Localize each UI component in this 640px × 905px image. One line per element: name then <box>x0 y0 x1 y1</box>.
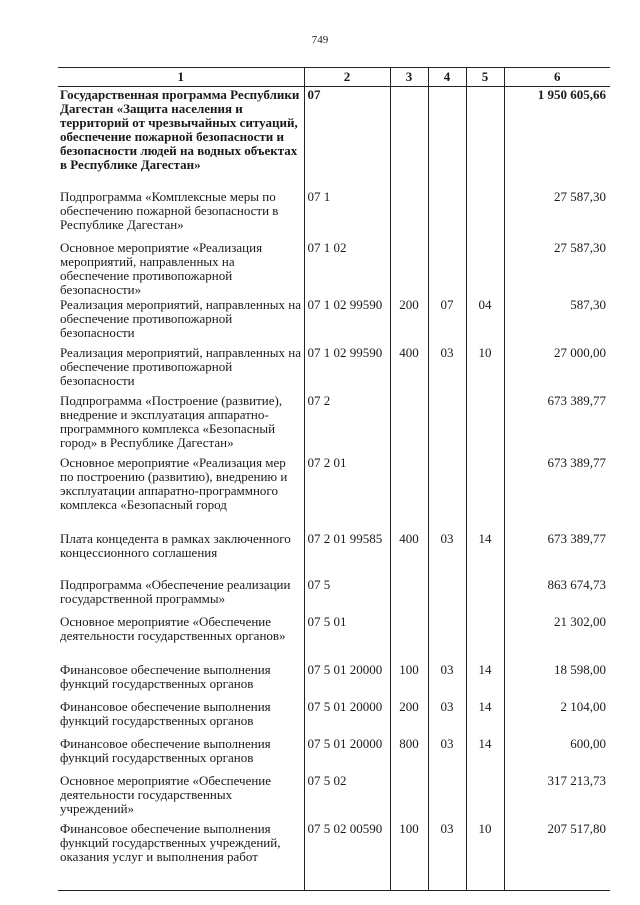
table-row <box>58 393 610 455</box>
row-section-cell: 03 <box>428 699 466 736</box>
row-subsection-cell <box>466 393 504 455</box>
row-name-cell: Плата концедента в рамках заключенного концессионного соглашения <box>60 530 291 560</box>
row-name-cell: Государственная программа Республики Дагестан «Защита населения и территорий от чрезвычайных ситуаций, обеспечение пожарной безопасности и безопасности людей на водных объектах в Республике Дагестан» <box>60 87 300 172</box>
row-subsection-cell: 14 <box>466 736 504 773</box>
row-name-cell: Основное мероприятие «Реализация мер по построению (развитию), внедрению и эксплуатации аппаратно-программного комплекса «Безопасный город <box>60 454 288 512</box>
row-name-cell: Основное мероприятие «Обеспечение деятельности государственных учреждений» <box>60 772 272 816</box>
row-subsection-cell: 10 <box>466 345 504 393</box>
row-subsection-cell: 14 <box>466 531 504 577</box>
column-header: 3 <box>390 68 428 87</box>
row-subsection-cell: 10 <box>466 821 504 891</box>
row-expense-type-cell: 200 <box>390 699 428 736</box>
column-header: 4 <box>428 68 466 87</box>
row-section-cell <box>428 577 466 614</box>
row-subsection-cell <box>466 773 504 821</box>
row-name-cell: Реализация мероприятий, направленных на обеспечение противопожарной безопасности <box>60 344 301 388</box>
row-amount-cell: 27 587,30 <box>504 240 610 297</box>
row-amount-cell: 673 389,77 <box>504 531 610 577</box>
row-subsection-cell: 04 <box>466 297 504 345</box>
row-name-cell: Основное мероприятие «Обеспечение деятельности государственных органов» <box>60 613 286 643</box>
row-name-cell: Финансовое обеспечение выполнения функций государственных органов <box>60 661 271 691</box>
table-row <box>58 699 610 736</box>
row-subsection-cell <box>466 240 504 297</box>
row-expense-type-cell: 400 <box>390 345 428 393</box>
table-row <box>58 189 610 240</box>
table-row <box>58 240 610 297</box>
table-row <box>58 87 610 189</box>
row-subsection-cell <box>466 189 504 240</box>
row-expense-type-cell <box>390 189 428 240</box>
row-amount-cell: 317 213,73 <box>504 773 610 821</box>
row-expense-type-cell <box>390 87 428 189</box>
table-row <box>58 455 610 531</box>
row-code-cell: 07 <box>304 87 390 189</box>
row-amount-cell: 27 587,30 <box>504 189 610 240</box>
row-section-cell <box>428 189 466 240</box>
column-header: 5 <box>466 68 504 87</box>
row-name-cell: Подпрограмма «Построение (развитие), внедрение и эксплуатация аппаратно-программного комплекса «Безопасный город» в Республике Дагестан» <box>60 392 283 450</box>
budget-table <box>58 67 610 891</box>
row-code-cell: 07 5 02 00590 <box>304 821 390 891</box>
row-section-cell <box>428 87 466 189</box>
row-name-cell: Реализация мероприятий, направленных на обеспечение противопожарной безопасности <box>60 296 301 340</box>
row-expense-type-cell <box>390 455 428 531</box>
table-row <box>58 736 610 773</box>
row-amount-cell: 863 674,73 <box>504 577 610 614</box>
row-name-cell: Финансовое обеспечение выполнения функций государственных органов <box>60 735 271 765</box>
row-section-cell <box>428 455 466 531</box>
row-code-cell: 07 1 02 99590 <box>304 345 390 393</box>
row-amount-cell: 673 389,77 <box>504 455 610 531</box>
page-number: 749 <box>311 34 329 46</box>
table-row <box>58 531 610 577</box>
row-section-cell <box>428 240 466 297</box>
row-code-cell: 07 5 <box>304 577 390 614</box>
row-subsection-cell: 14 <box>466 662 504 699</box>
row-code-cell: 07 2 01 99585 <box>304 531 390 577</box>
row-code-cell: 07 5 01 <box>304 614 390 662</box>
row-section-cell: 03 <box>428 345 466 393</box>
column-header: 2 <box>304 68 390 87</box>
row-code-cell: 07 5 02 <box>304 773 390 821</box>
row-code-cell: 07 1 <box>304 189 390 240</box>
table-header-row <box>58 68 610 87</box>
row-section-cell <box>428 614 466 662</box>
table-row <box>58 662 610 699</box>
row-code-cell: 07 1 02 99590 <box>304 297 390 345</box>
row-amount-cell: 27 000,00 <box>504 345 610 393</box>
row-section-cell: 03 <box>428 821 466 891</box>
row-code-cell: 07 2 <box>304 393 390 455</box>
row-subsection-cell <box>466 577 504 614</box>
row-amount-cell: 207 517,80 <box>504 821 610 891</box>
table-row <box>58 773 610 821</box>
row-expense-type-cell: 400 <box>390 531 428 577</box>
column-header: 6 <box>504 68 610 87</box>
row-amount-cell: 21 302,00 <box>504 614 610 662</box>
row-subsection-cell <box>466 455 504 531</box>
row-name-cell: Подпрограмма «Обеспечение реализации государственной программы» <box>60 576 291 606</box>
row-amount-cell: 1 950 605,66 <box>504 87 610 189</box>
row-subsection-cell <box>466 614 504 662</box>
row-code-cell: 07 5 01 20000 <box>304 736 390 773</box>
row-expense-type-cell: 100 <box>390 821 428 891</box>
row-section-cell: 03 <box>428 531 466 577</box>
row-expense-type-cell <box>390 240 428 297</box>
row-subsection-cell <box>466 87 504 189</box>
table-row <box>58 345 610 393</box>
row-code-cell: 07 1 02 <box>304 240 390 297</box>
row-name-cell: Подпрограмма «Комплексные меры по обеспечению пожарной безопасности в Республике Дагестан» <box>60 188 279 232</box>
row-expense-type-cell <box>390 393 428 455</box>
row-section-cell: 03 <box>428 662 466 699</box>
row-amount-cell: 18 598,00 <box>504 662 610 699</box>
row-code-cell: 07 5 01 20000 <box>304 699 390 736</box>
row-expense-type-cell <box>390 773 428 821</box>
table-row <box>58 577 610 614</box>
row-expense-type-cell <box>390 614 428 662</box>
row-expense-type-cell <box>390 577 428 614</box>
row-name-cell: Финансовое обеспечение выполнения функций государственных учреждений, оказания услуг и выполнения работ <box>58 821 304 891</box>
row-section-cell: 07 <box>428 297 466 345</box>
table-row <box>58 297 610 345</box>
row-amount-cell: 600,00 <box>504 736 610 773</box>
row-amount-cell: 2 104,00 <box>504 699 610 736</box>
row-expense-type-cell: 800 <box>390 736 428 773</box>
row-name-cell: Основное мероприятие «Реализация мероприятий, направленных на обеспечение противопожарной безопасности» <box>60 239 263 297</box>
row-amount-cell: 587,30 <box>504 297 610 345</box>
table-body <box>58 87 610 891</box>
table-row <box>58 614 610 662</box>
row-expense-type-cell: 200 <box>390 297 428 345</box>
row-section-cell: 03 <box>428 736 466 773</box>
row-code-cell: 07 2 01 <box>304 455 390 531</box>
row-section-cell <box>428 773 466 821</box>
row-amount-cell: 673 389,77 <box>504 393 610 455</box>
row-name-cell: Финансовое обеспечение выполнения функций государственных органов <box>60 698 271 728</box>
column-header: 1 <box>58 68 304 87</box>
row-code-cell: 07 5 01 20000 <box>304 662 390 699</box>
table-row <box>58 821 610 891</box>
row-subsection-cell: 14 <box>466 699 504 736</box>
row-expense-type-cell: 100 <box>390 662 428 699</box>
row-section-cell <box>428 393 466 455</box>
